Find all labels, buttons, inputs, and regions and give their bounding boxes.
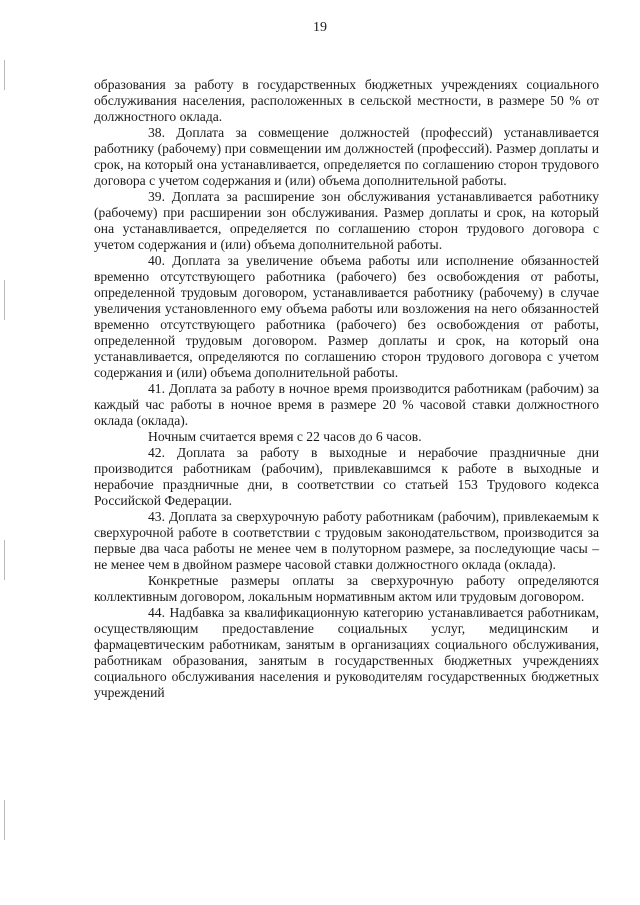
paragraph-continuation: образования за работу в государственных бюджетных учреждениях социального обслуживания населения, расположенных в сельской местности, в размере 50 % от должностного оклада. <box>94 77 599 124</box>
paragraph-39: 39. Доплата за расширение зон обслуживания устанавливается работнику (рабочему) при расширении зон обслуживания. Размер доплаты и срок, на который она устанавливается, определяется по соглашению сторон трудового договора с учетом содержания и (или) объема дополнительной работы. <box>94 189 599 252</box>
scan-margin-mark <box>4 60 5 90</box>
page-number: 19 <box>313 20 327 35</box>
document-body <box>94 77 599 701</box>
paragraph-38: 38. Доплата за совмещение должностей (профессий) устанавливается работнику (рабочему) при совмещении им должностей (профессий). Размер доплаты и срок, на который она устанавливается, определяется по соглашению сторон трудового договора с учетом содержания и (или) объема дополнительной работы. <box>94 125 599 188</box>
paragraph-41: 41. Доплата за работу в ночное время производится работникам (рабочим) за каждый час работы в ночное время в размере 20 % часовой ставки должностного оклада (оклада). <box>94 381 599 428</box>
paragraph-44: 44. Надбавка за квалификационную категорию устанавливается работникам, осуществляющим предоставление социальных услуг, медицинским и фармацевтическим работникам, занятым в организациях социального обслуживания, работникам образования, занятым в государственных бюджетных учреждениях социального обслуживания населения и руководителям государственных бюджетных учреждений <box>94 605 599 700</box>
paragraph-42: 42. Доплата за работу в выходные и нерабочие праздничные дни производится работникам (рабочим), привлекавшимся к работе в выходные и нерабочие праздничные дни, в соответствии со статьей 153 Трудового кодекса Российской Федерации. <box>94 445 599 508</box>
paragraph-43: 43. Доплата за сверхурочную работу работникам (рабочим), привлекаемым к сверхурочной работе в соответствии с трудовым законодательством, производится за первые два часа работы не менее чем в полуторном размере, за последующие часы – не менее чем в двойном размере часовой ставки должностного оклада (оклада). <box>94 509 599 572</box>
paragraph-overtime-sizes: Конкретные размеры оплаты за сверхурочную работу определяются коллективным договором, локальным нормативным актом или трудовым договором. <box>94 573 599 604</box>
scan-margin-mark <box>4 800 5 840</box>
scan-margin-mark <box>4 540 5 580</box>
scan-margin-mark <box>4 280 5 320</box>
paragraph-40: 40. Доплата за увеличение объема работы или исполнение обязанностей временно отсутствующего работника (рабочего) без освобождения от работы, определенной трудовым договором, устанавливается работнику (рабочему) в случае увеличения установленного ему объема работы или возложения на него обязанностей временно отсутствующего работника (рабочего) без освобождения от работы, определенной трудовым договором. Размер доплаты и срок, на который она устанавливается, определяются по соглашению сторон трудового договора с учетом содержания и (или) объема дополнительной работы. <box>94 253 599 380</box>
paragraph-night-time: Ночным считается время с 22 часов до 6 часов. <box>148 429 422 444</box>
